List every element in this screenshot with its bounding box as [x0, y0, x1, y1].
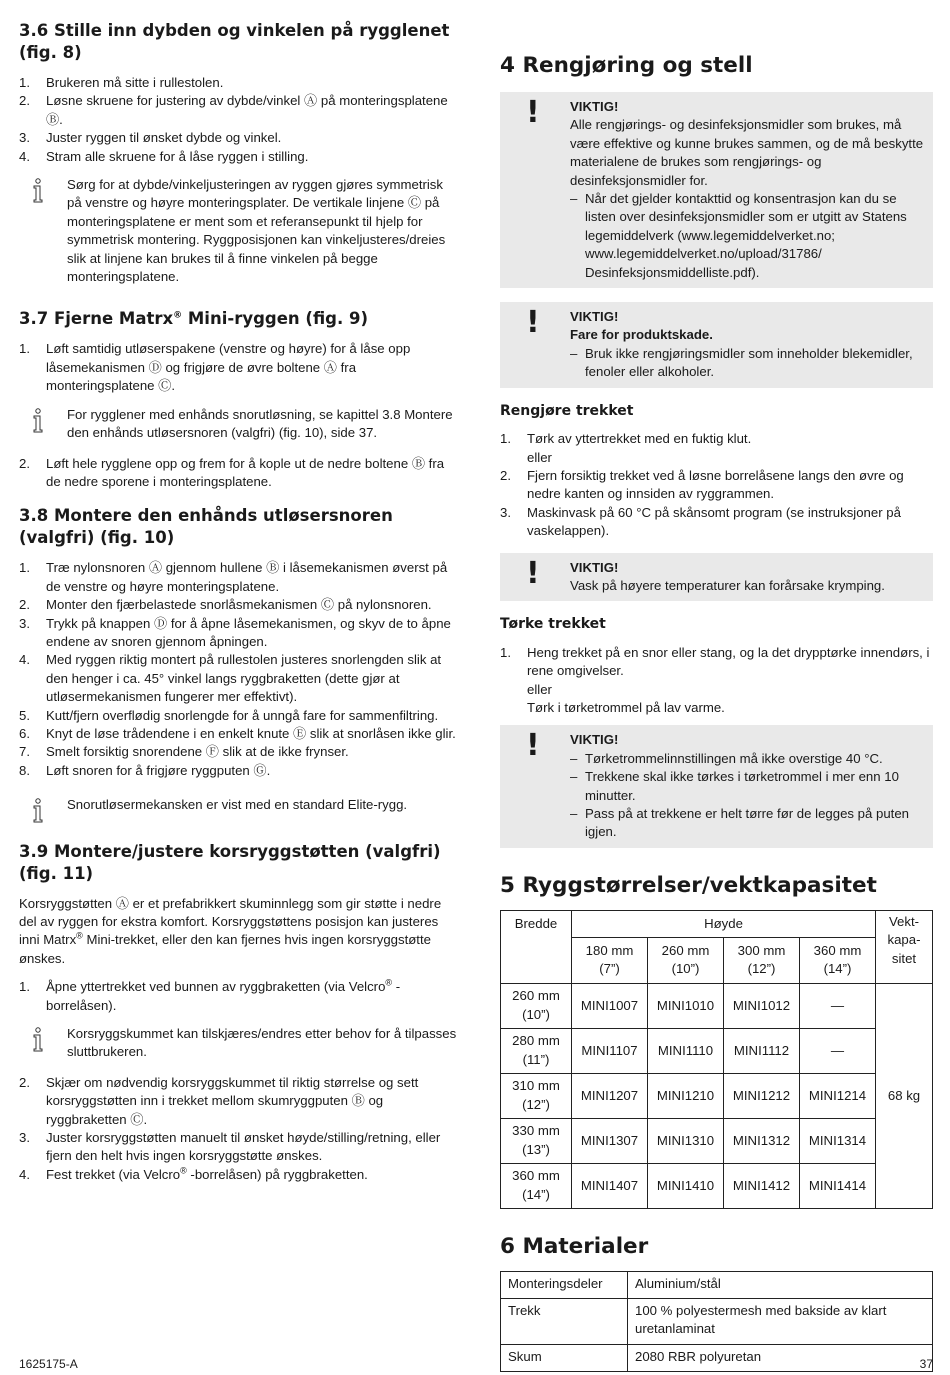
list-item: 4. Med ryggen riktig montert på rullestolen justeres snorlengden slik at den henger i ca. 45° vinkel langs ryggbraketten (dette gjør at utløsermekanismen fungerer mer effektivt).: [19, 652, 442, 705]
table-cell: 330 mm (13”): [501, 1118, 572, 1163]
list-item: 3. Juster ryggen til ønsket dybde og vinkel.: [19, 130, 282, 146]
warning-dash-item: – Tørketrommelinnstillingen må ikke overstige 40 °C.: [570, 750, 925, 768]
table-cell: MINI1312: [724, 1118, 800, 1163]
info-note: Sørg for at dybde/vinkeljusteringen av ryggen gjøres symmetrisk på venstre og høyre monteringsplater. De vertikale linjene Ⓒ på monteringsplatene er ment som et referansepunkt til hjelp for symmetrisk montering. Ryggposisjonen kan vinkeljusteres/dreies slik at linjene kan brukes til å finne vinkelen på begge monteringsplatene.: [19, 176, 457, 286]
list-item: 8. Løft snoren for å frigjøre ryggputen Ⓖ.: [19, 762, 271, 778]
clean-cover-title: Rengjøre trekket: [500, 402, 634, 419]
section-3-7-steps-cont: [19, 455, 457, 492]
table-header: 360 mm (14”): [800, 937, 876, 983]
section-3-9-title: 3.9 Montere/justere korsryggstøtten (valgfri) (fig. 11): [19, 841, 441, 883]
table-cell: MINI1310: [648, 1118, 724, 1163]
section-3-9-steps-cont: [19, 1074, 457, 1184]
list-item: 5. Kutt/fjern overflødig snorlengde for å unngå fare for sammenfiltring.: [19, 707, 439, 723]
dry-steps: [500, 644, 933, 718]
warning-title: VIKTIG!: [570, 309, 619, 325]
warning-dash-item: – Pass på at trekkene er helt tørre før de legges på puten igjen.: [570, 805, 925, 842]
list-item: 4. Fest trekket (via Velcro® -borrelåsen) på ryggbraketten.: [19, 1165, 368, 1182]
table-cell: MINI1107: [572, 1028, 648, 1073]
table-cell: MINI1412: [724, 1163, 800, 1208]
section-3-8-title: 3.8 Montere den enhånds utløsersnoren (valgfri) (fig. 10): [19, 506, 393, 548]
dry-cover-title: Tørke trekket: [500, 616, 606, 633]
table-cell: MINI1210: [648, 1073, 724, 1118]
section-3-8-steps: [19, 559, 457, 780]
table-header: 260 mm (10”): [648, 937, 724, 983]
section-5-title: 5 Ryggstørrelser/vektkapasitet: [500, 872, 877, 898]
warning-box: [500, 553, 933, 602]
section-3-6-steps: [19, 74, 457, 166]
warning-dash-item: – Når det gjelder kontakttid og konsentrasjon kan du se listen over desinfeksjonsmidler som er utgitt av Statens legemiddelverk (www.legemiddelverket.no; www.legemiddelverket.no/upload/31786/ Desinfeksjonsmiddelliste.pdf).: [570, 190, 925, 282]
table-cell: 260 mm (10”): [501, 983, 572, 1028]
warning-title: VIKTIG!: [570, 732, 619, 748]
list-item: 2. Løft hele rygglene opp og frem for å kople ut de nedre boltene Ⓑ fra de nedre sporene i monteringsplatene.: [19, 455, 445, 489]
warning-dash-item: – Trekkene skal ikke tørkes i tørketrommel i mer enn 10 minutter.: [570, 768, 925, 805]
clean-steps: [500, 430, 933, 540]
list-item: 1. Heng trekket på en snor eller stang, og la det drypptørke innendørs, i rene omgivelser. eller Tørk i tørketrommel på lav varme.: [500, 644, 930, 715]
size-table: [500, 910, 933, 1209]
table-cell: MINI1110: [648, 1028, 724, 1073]
list-item: 1. Åpne yttertrekket ved bunnen av ryggbraketten (via Velcro® -borrelåsen).: [19, 977, 401, 1013]
warning-title: VIKTIG!: [570, 99, 619, 114]
info-note: Snorutløsermekansken er vist med en standard Elite-rygg.: [19, 796, 457, 814]
section-3-7-steps: [19, 340, 457, 395]
table-row: [501, 1118, 933, 1163]
section-4-title: 4 Rengjøring og stell: [500, 53, 753, 78]
table-cell: MINI1207: [572, 1073, 648, 1118]
list-item: 1. Brukeren må sitte i rullestolen.: [19, 75, 224, 90]
warning-box: [500, 302, 933, 388]
warning-dash-item: – Bruk ikke rengjøringsmidler som inneholder blekemidler, fenoler eller alkoholer.: [570, 345, 925, 382]
info-note: For rygglener med enhånds snorutløsning, se kapittel 3.8 Montere den enhånds utløsersnoren (valgfri) (fig. 10), side 37.: [19, 406, 457, 443]
table-cell: 310 mm (12”): [501, 1073, 572, 1118]
list-item: 2. Monter den fjærbelastede snorlåsmekanismen Ⓒ på nylonsnoren.: [19, 597, 432, 613]
section-3-7-title: 3.7 Fjerne Matrx® Mini-ryggen (fig. 9): [19, 309, 369, 329]
table-cell: MINI1214: [800, 1073, 876, 1118]
right-column: [500, 52, 933, 1372]
table-header: 300 mm (12”): [724, 937, 800, 983]
table-cell: MINI1410: [648, 1163, 724, 1208]
table-cell: MINI1112: [724, 1028, 800, 1073]
table-cell: MINI1007: [572, 983, 648, 1028]
table-cell: Aluminium/stål: [628, 1271, 933, 1298]
list-item: 3. Juster korsryggstøtten manuelt til ønsket høyde/stilling/retning, eller fjern den helt hvis ingen korsryggstøtte ønskes.: [19, 1130, 441, 1164]
section-3-9-steps: [19, 978, 457, 1015]
table-row: [501, 1344, 933, 1371]
table-cell: MINI1212: [724, 1073, 800, 1118]
table-cell: MINI1414: [800, 1163, 876, 1208]
list-item: 7. Smelt forsiktig snorendene Ⓕ slik at de ikke frynser.: [19, 744, 349, 760]
list-item: 3. Trykk på knappen Ⓓ for å åpne låsemekanismen, og skyv de to åpne endene av snoren gjennom åpningen.: [19, 615, 451, 649]
table-row: [501, 1271, 933, 1298]
table-cell: MINI1010: [648, 983, 724, 1028]
table-cell: Skum: [501, 1344, 628, 1371]
table-row: [501, 1073, 933, 1118]
warning-box: [500, 92, 933, 288]
materials-table: [500, 1271, 933, 1372]
table-cell: MINI1012: [724, 983, 800, 1028]
warning-icon: !: [526, 305, 540, 341]
table-cell: MINI1407: [572, 1163, 648, 1208]
table-cell: —: [800, 983, 876, 1028]
table-row: [501, 983, 933, 1028]
warning-text: Vask på høyere temperaturer kan forårsake krymping.: [570, 577, 885, 593]
table-row: [501, 1298, 933, 1344]
table-cell: MINI1307: [572, 1118, 648, 1163]
list-item: 1. Løft samtidig utløserspakene (venstre og høyre) for å låse opp låsemekanismen Ⓓ og frigjøre de øvre boltene Ⓐ fra monteringsplatene Ⓒ.: [19, 341, 411, 394]
table-cell: 100 % polyestermesh med bakside av klart uretanlaminat: [628, 1298, 933, 1344]
warning-subtitle: Fare for produktskade.: [570, 327, 713, 343]
info-icon: [31, 1027, 45, 1053]
list-item: 4. Stram alle skruene for å låse ryggen i stilling.: [19, 148, 309, 164]
warning-icon: !: [526, 555, 540, 591]
list-item: 1. Træ nylonsnoren Ⓐ gjennom hullene Ⓑ i låsemekanismen øverst på de venstre og høyre monteringsplatene.: [19, 560, 448, 594]
table-cell: —: [800, 1028, 876, 1073]
table-cell: 360 mm (14”): [501, 1163, 572, 1208]
table-header: Vekt-kapa-sitet: [876, 910, 933, 983]
table-cell: Trekk: [501, 1298, 628, 1344]
table-cell: 280 mm (11”): [501, 1028, 572, 1073]
table-row: [501, 1163, 933, 1208]
table-header: Høyde: [572, 910, 876, 937]
weight-capacity: 68 kg: [876, 983, 933, 1208]
section-3-9-intro: Korsryggstøtten Ⓐ er et prefabrikkert skuminnlegg som gir støtte i nedre del av ryggen for ekstra komfort. Korsryggstøttens posisjon kan justeres inni Matrx® Mini-trekket, eller den kan fjernes hvis ingen korsryggstøtte ønskes.: [19, 895, 442, 966]
table-cell: Monteringsdeler: [501, 1271, 628, 1298]
warning-text: Alle rengjørings- og desinfeksjonsmidler som brukes, må være effektive og kunne brukes sammen, og de må beskytte materialene de brukes som rengjørings- og desinfeksjonsmidler for.: [570, 117, 924, 188]
list-item: 2. Fjern forsiktig trekket ved å løsne borrelåsene langs den øvre og nedre kanten og innsiden av ryggrammen.: [500, 467, 904, 502]
list-item: 6. Knyt de løse trådendene i en enkelt knute Ⓔ slik at snorlåsen ikke glir.: [19, 725, 456, 741]
warning-icon: !: [526, 95, 540, 130]
document-id: 1625175-A: [19, 1357, 78, 1371]
table-row: [501, 1028, 933, 1073]
section-6-title: 6 Materialer: [500, 1233, 649, 1259]
warning-title: VIKTIG!: [570, 559, 619, 575]
table-header: Bredde: [501, 910, 572, 983]
warning-box: [500, 725, 933, 847]
info-icon: [31, 178, 45, 204]
info-icon: [31, 408, 45, 434]
info-note: Korsryggskummet kan tilskjæres/endres etter behov for å tilpasses sluttbrukeren.: [19, 1025, 457, 1062]
page-number: 37: [919, 1357, 933, 1371]
table-header: 180 mm (7”): [572, 937, 648, 983]
list-item: 3. Maskinvask på 60 °C på skånsomt program (se instruksjoner på vaskelappen).: [500, 504, 901, 539]
section-3-6-title: 3.6 Stille inn dybden og vinkelen på rygglenet (fig. 8): [19, 21, 450, 62]
list-item: 2. Løsne skruene for justering av dybde/vinkel Ⓐ på monteringsplatene Ⓑ.: [19, 93, 448, 127]
list-item: 1. Tørk av yttertrekket med en fuktig klut. eller: [500, 431, 752, 465]
warning-icon: !: [526, 728, 540, 764]
left-column: [19, 20, 457, 1192]
list-item: 2. Skjær om nødvendig korsryggskummet til riktig størrelse og sett korsryggstøtten inn i trekket mellom skumryggputen Ⓑ og ryggbraketten Ⓒ.: [19, 1074, 419, 1127]
table-cell: 2080 RBR polyuretan: [628, 1344, 933, 1371]
info-icon: [31, 798, 45, 824]
table-cell: MINI1314: [800, 1118, 876, 1163]
